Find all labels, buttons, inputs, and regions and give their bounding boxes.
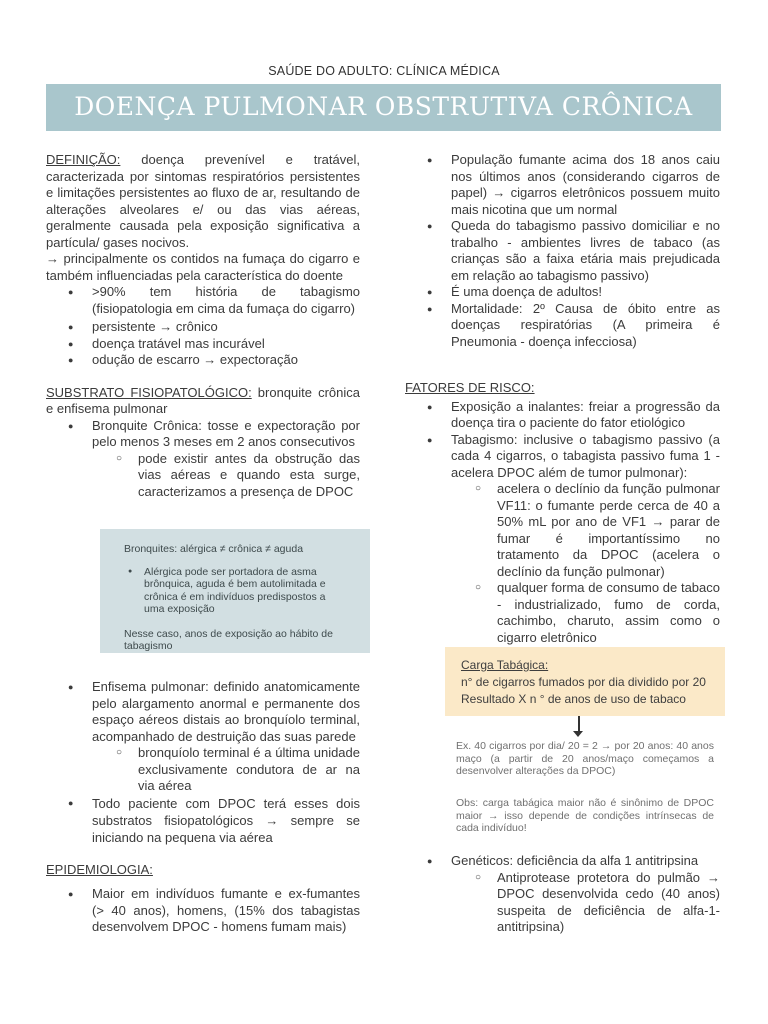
pack-years-line: n° de cigarros fumados por dia dividido por 20: [461, 675, 706, 689]
exposure-bullet: ● Exposição a inalantes: freiar a progressão da doença tira o paciente do fator etiológico: [405, 399, 720, 432]
epidemiology-bullet: ● Maior em indivíduos fumante e ex-fumantes (> 40 anos), homens, (15% dos tabagistas desenvolvem DPOC - homens fumam mais): [46, 886, 360, 936]
definition-bullet: ● doença tratável mas incurável: [46, 336, 360, 353]
bronchitis-note-box: [100, 529, 370, 653]
definition-text: doença prevenível e tratável, caracterizada por sintomas respiratórios persistentes e limitações persistentes ao fluxo de ar, resultando de alterações alveolares e/ ou das vias aéreas, geralmente causada pela exposição significativa a partícula/ gases nocivos.: [46, 152, 360, 250]
arrow-head-icon: [573, 731, 583, 737]
down-arrow-icon: [578, 716, 580, 732]
substrate-label: SUBSTRATO FISIOPATOLÓGICO:: [46, 384, 252, 400]
bronchitis-sub-bullet: ○ pode existir antes da obstrução das vias aéreas e quando esta surge, caracterizamos a presença de DPOC: [46, 451, 360, 501]
epidemiology-bullet: ● População fumante acima dos 18 anos caiu nos últimos anos (considerando cigarros de papel) → cigarros eletrônicos possuem muito mais nicotina que um normal: [405, 152, 720, 218]
genetic-sub-bullet: ○ Antiprotease protetora do pulmão → DPOC desenvolvida cedo (40 anos) suspeita de deficiência de alfa-1-antitripsina): [405, 870, 720, 936]
definition-label: DEFINIÇÃO:: [46, 152, 121, 167]
left-column-lower: [46, 679, 360, 936]
smoking-sub-bullet: ○ qualquer forma de consumo de tabaco - industrializado, fumo de corda, cachimbo, charuto, assim como o cigarro eletrônico: [405, 580, 720, 646]
note-title: Bronquites: alérgica ≠ crônica ≠ aguda: [124, 543, 304, 555]
emphysema-bullet: ● Enfisema pulmonar: definido anatomicamente pelo alargamento anormal e permanente dos espaço aéreos distais ao bronquíolo terminal, acompanhado de destruição das suas parede: [46, 679, 360, 745]
pack-years-label: Carga Tabágica:: [461, 658, 549, 672]
right-column-lower: [405, 853, 720, 936]
definition-bullet: ● odução de escarro → expectoração: [46, 352, 360, 369]
epidemiology-bullet: ● É uma doença de adultos!: [405, 284, 720, 301]
left-column: [46, 152, 360, 500]
pack-years-observation: Obs: carga tabágica maior não é sinônimo de DPOC maior → isso depende de condições intrínsecas de cada indivíduo!: [456, 797, 714, 834]
genetic-bullet: ● Genéticos: deficiência da alfa 1 antitripsina: [405, 853, 720, 870]
course-subject: SAÚDE DO ADULTO: CLÍNICA MÉDICA: [268, 64, 500, 78]
definition-bullet: ● >90% tem história de tabagismo (fisiopatologia em cima da fumaça do cigarro): [46, 284, 360, 317]
pack-years-line: Resultado X n ° de anos de uso de tabaco: [461, 692, 686, 706]
risk-factors-label: FATORES DE RISCO:: [405, 380, 535, 395]
pack-years-box: [445, 647, 725, 716]
epidemiology-bullet: ● Queda do tabagismo passivo domiciliar e no trabalho - ambientes livres de tabaco (as crianças são a faixa etária mais prejudicada em relação ao tabagismo passivo): [405, 218, 720, 284]
definition-arrow-note: → principalmente os contidos na fumaça do cigarro e também influenciadas pela característica do doente: [46, 251, 360, 283]
smoking-sub-bullet: ○ acelera o declínio da função pulmonar VF11: o fumante perde cerca de 40 a 50% mL por ano de VF1 → parar de fumar é importantíssimo no tratamento da DPOC (acelera o declínio da função pulmonar): [405, 481, 720, 580]
substrates-bullet: ● Todo paciente com DPOC terá esses dois substratos fisiopatológicos → sempre se iniciando na pequena via aérea: [46, 795, 360, 846]
substrate-paragraph: [46, 385, 360, 418]
emphysema-sub-bullet: ○ bronquíolo terminal é a última unidade exclusivamente condutora de ar na via aérea: [46, 745, 360, 795]
definition-paragraph: [46, 152, 360, 251]
epidemiology-label: EPIDEMIOLOGIA:: [46, 861, 153, 877]
epidemiology-bullet: ● Mortalidade: 2º Causa de óbito entre as doenças respiratórias (A primeira é Pneumonia - doença infecciosa): [405, 301, 720, 351]
right-column: [405, 152, 720, 646]
note-bullet: ● Alérgica pode ser portadora de asma brônquica, aguda é bem autolimitada e crônica é em indivíduos predispostos a uma exposição: [124, 566, 346, 616]
substrate-text: bronquite crônica e enfisema pulmonar: [46, 384, 360, 416]
pack-years-example: Ex. 40 cigarros por dia/ 20 = 2 → por 20 anos: 40 anos maço (a partir de 20 anos/maço começamos a desenvolver alterações da DPOC): [456, 740, 714, 777]
page-title: DOENÇA PULMONAR OBSTRUTIVA CRÔNICA (DPOC): [74, 92, 693, 159]
smoking-bullet: ● Tabagismo: inclusive o tabagismo passivo (a cada 4 cigarros, o tabagista passivo fuma 1 - acelera DPOC além de tumor pulmonar):: [405, 432, 720, 482]
bronchitis-bullet: ● Bronquite Crônica: tosse e expectoração por pelo menos 3 meses em 2 anos consecutivos: [46, 418, 360, 451]
note-footer: Nesse caso, anos de exposição ao hábito de tabagismo: [124, 627, 333, 652]
definition-bullet: ● persistente → crônico: [46, 319, 360, 336]
